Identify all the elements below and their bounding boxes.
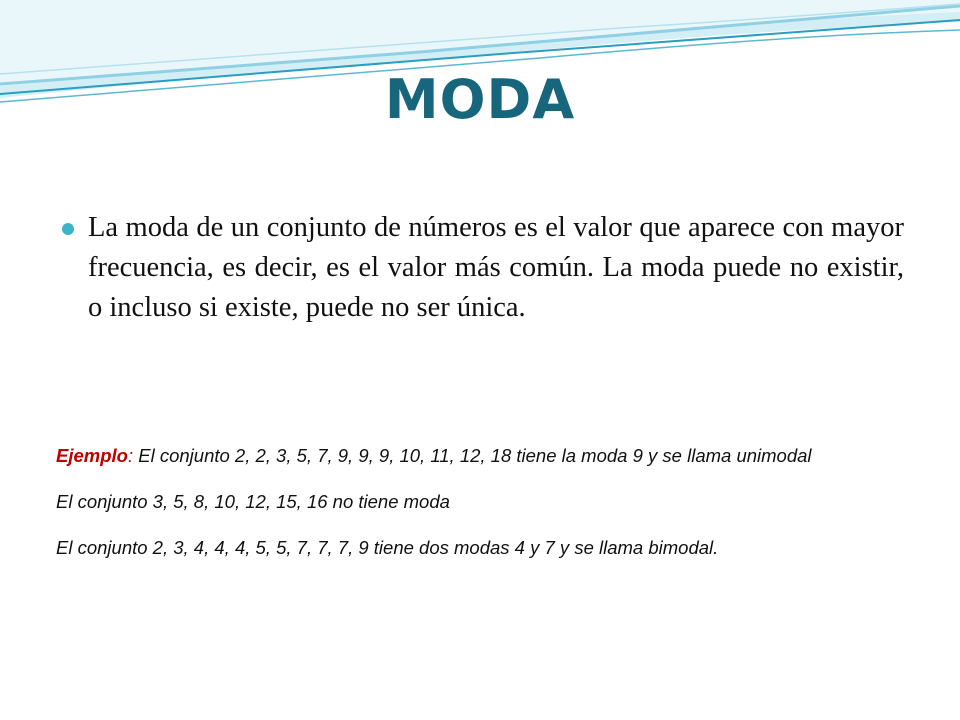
- bullet-text: La moda de un conjunto de números es el valor que aparece con mayor frecuencia, es decir, es el valor más común. La moda puede no existir, o incluso si existe, puede no ser única.: [88, 212, 904, 323]
- example-bimodal: El conjunto 2, 3, 4, 4, 4, 5, 5, 7, 7, 7, 9 tiene dos modas 4 y 7 y se llama bimodal.: [56, 537, 719, 558]
- examples-block: [56, 443, 902, 581]
- example-unimodal: [56, 443, 902, 469]
- example-no-mode: El conjunto 3, 5, 8, 10, 12, 15, 16 no tiene moda: [56, 491, 450, 512]
- slide-title: MODA: [384, 68, 576, 131]
- example-unimodal-text: El conjunto 2, 2, 3, 5, 7, 9, 9, 9, 10, 11, 12, 18 tiene la moda 9 y se llama unimodal: [133, 445, 812, 466]
- example-colon: :: [127, 445, 134, 466]
- bullet-item: [60, 208, 904, 328]
- example-label: Ejemplo: [56, 445, 128, 466]
- bullet-icon: [62, 223, 74, 235]
